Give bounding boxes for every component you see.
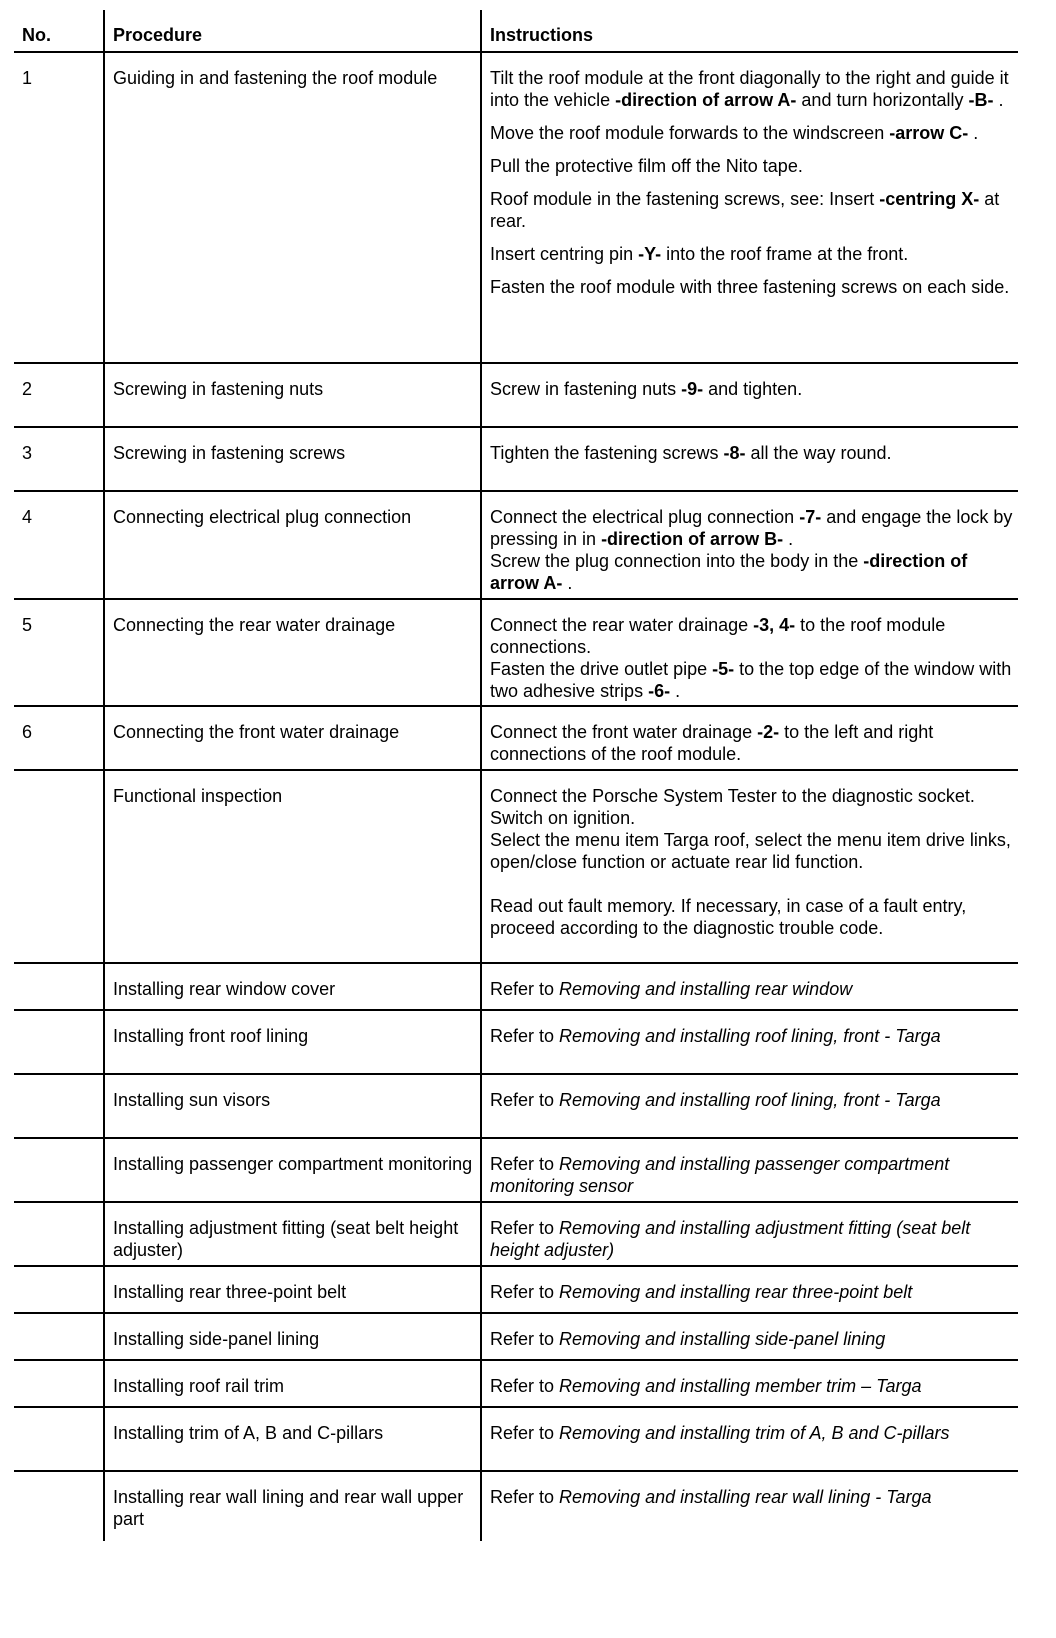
- instruction-text: [481, 706, 1018, 770]
- refer-label: Refer to: [490, 1423, 555, 1443]
- table-row: [14, 1471, 1018, 1541]
- instruction-text: [481, 1313, 1018, 1360]
- procedure-text: Screwing in fastening nuts: [104, 363, 481, 427]
- text-segment: Screw in fastening nuts: [490, 379, 682, 399]
- instruction-text: [481, 1266, 1018, 1313]
- procedure-text: Connecting electrical plug connection: [104, 491, 481, 599]
- step-number: [14, 1360, 104, 1407]
- instruction-text: [481, 491, 1018, 599]
- header-instructions: Instructions: [481, 10, 1018, 52]
- step-number: [14, 963, 104, 1010]
- procedure-text: Installing roof rail trim: [104, 1360, 481, 1407]
- instruction-paragraph: [490, 276, 1018, 298]
- instruction-text: [481, 1074, 1018, 1138]
- instruction-paragraph: [490, 895, 1018, 939]
- text-segment: Connect the electrical plug connection: [490, 507, 800, 527]
- step-number: [14, 1313, 104, 1360]
- refer-line: [490, 1486, 1018, 1508]
- instruction-text: [481, 427, 1018, 491]
- text-segment: .: [968, 123, 979, 143]
- bold-reference: -direction of arrow B-: [601, 529, 784, 549]
- refer-line: [490, 1375, 1018, 1397]
- instruction-paragraph: [490, 122, 1018, 144]
- table-row: [14, 491, 1018, 599]
- reference-link[interactable]: Removing and installing roof lining, front - Targa: [559, 1090, 941, 1110]
- instruction-text: [481, 1360, 1018, 1407]
- instruction-text: [481, 599, 1018, 706]
- instruction-paragraph: [490, 67, 1018, 111]
- procedure-text: Connecting the front water drainage: [104, 706, 481, 770]
- step-number: 5: [22, 615, 33, 635]
- reference-link[interactable]: Removing and installing passenger compartment monitoring sensor: [490, 1154, 950, 1196]
- text-segment: Fasten the drive outlet pipe: [490, 659, 713, 679]
- text-segment: Select the menu item Targa roof, select the menu item drive links, open/close function or actuate rear lid function.: [490, 830, 1011, 872]
- text-segment: all the way round.: [745, 443, 892, 463]
- text-segment: Insert centring pin: [490, 244, 639, 264]
- text-segment: Connect the rear water drainage: [490, 615, 754, 635]
- refer-line: [490, 1328, 1018, 1350]
- step-number: [14, 1471, 104, 1541]
- text-segment: Screw the plug connection into the body in the: [490, 551, 864, 571]
- table-row: [14, 1266, 1018, 1313]
- instruction-text: [481, 1471, 1018, 1541]
- refer-label: Refer to: [490, 1154, 555, 1174]
- text-segment: Read out fault memory. If necessary, in case of a fault entry, proceed according to the diagnostic trouble code.: [490, 896, 967, 938]
- instruction-paragraph: [490, 506, 1018, 550]
- instruction-paragraph: [490, 658, 1018, 702]
- table-row: [14, 1407, 1018, 1471]
- text-segment: .: [670, 681, 681, 701]
- refer-label: Refer to: [490, 1218, 555, 1238]
- bold-reference: -7-: [799, 507, 822, 527]
- text-segment: and turn horizontally: [796, 90, 969, 110]
- instruction-text: [481, 1202, 1018, 1266]
- text-segment: Connect the front water drainage: [490, 722, 758, 742]
- instruction-paragraph: [490, 550, 1018, 594]
- refer-label: Refer to: [490, 979, 555, 999]
- header-no: No.: [22, 25, 51, 45]
- refer-line: [490, 1025, 1018, 1047]
- text-segment: Tighten the fastening screws: [490, 443, 724, 463]
- text-segment: .: [783, 529, 794, 549]
- instruction-paragraph: [490, 829, 1018, 873]
- table-row: [14, 1138, 1018, 1202]
- table-row: [14, 706, 1018, 770]
- table-row: [14, 52, 1018, 363]
- instruction-text: [481, 963, 1018, 1010]
- header-procedure: Procedure: [104, 10, 481, 52]
- text-segment: Connect the Porsche System Tester to the diagnostic socket. Switch on ignition.: [490, 786, 975, 828]
- table-row: [14, 1313, 1018, 1360]
- instruction-text: [481, 1010, 1018, 1074]
- bold-reference: -Y-: [638, 244, 662, 264]
- refer-label: Refer to: [490, 1282, 555, 1302]
- text-segment: Pull the protective film off the Nito tape.: [490, 156, 803, 176]
- table-row: [14, 599, 1018, 706]
- instruction-paragraph: [490, 378, 1018, 400]
- table-row: [14, 963, 1018, 1010]
- bold-reference: -2-: [757, 722, 780, 742]
- refer-line: [490, 1153, 1018, 1197]
- reference-link[interactable]: Removing and installing adjustment fitting (seat belt height adjuster): [490, 1218, 971, 1260]
- bold-reference: -9-: [681, 379, 704, 399]
- bold-reference: -6-: [648, 681, 671, 701]
- table-header-row: [14, 10, 1018, 52]
- instruction-text: [481, 52, 1018, 363]
- step-number: 1: [22, 68, 33, 88]
- instruction-paragraph: [490, 442, 1018, 464]
- instruction-text: [481, 1138, 1018, 1202]
- reference-link[interactable]: Removing and installing rear three-point belt: [559, 1282, 913, 1302]
- procedure-table: [14, 10, 1018, 1541]
- instruction-paragraph: [490, 243, 1018, 265]
- text-segment: to the left and right connections of the roof module.: [490, 722, 934, 764]
- procedure-text: Installing rear three-point belt: [104, 1266, 481, 1313]
- procedure-text: Screwing in fastening screws: [104, 427, 481, 491]
- reference-link[interactable]: Removing and installing side-panel lining: [559, 1329, 886, 1349]
- step-number: [14, 1407, 104, 1471]
- bold-reference: -direction of arrow A-: [490, 551, 968, 593]
- step-number: 2: [22, 379, 33, 399]
- table-row: [14, 363, 1018, 427]
- text-segment: Move the roof module forwards to the windscreen: [490, 123, 890, 143]
- table-row: [14, 1074, 1018, 1138]
- text-segment: Roof module in the fastening screws, see: Insert: [490, 189, 880, 209]
- text-segment: to the roof module connections.: [490, 615, 946, 657]
- reference-link[interactable]: Removing and installing rear wall lining - Targa: [559, 1487, 932, 1507]
- step-number: 4: [22, 507, 33, 527]
- bold-reference: -B-: [968, 90, 994, 110]
- reference-link[interactable]: Removing and installing roof lining, front - Targa: [559, 1026, 941, 1046]
- table-row: [14, 1010, 1018, 1074]
- procedure-text: Installing rear window cover: [104, 963, 481, 1010]
- step-number: [14, 1266, 104, 1313]
- text-segment: at rear.: [490, 189, 1000, 231]
- text-segment: Fasten the roof module with three fastening screws on each side.: [490, 277, 1010, 297]
- refer-line: [490, 1422, 1018, 1444]
- table-row: [14, 1202, 1018, 1266]
- refer-line: [490, 1217, 1018, 1261]
- procedure-text: Installing rear wall lining and rear wall upper part: [104, 1471, 481, 1541]
- instruction-text: [481, 363, 1018, 427]
- text-segment: to the top edge of the window with two adhesive strips: [490, 659, 1012, 701]
- refer-label: Refer to: [490, 1090, 555, 1110]
- procedure-text: Installing trim of A, B and C-pillars: [104, 1407, 481, 1471]
- reference-link[interactable]: Removing and installing member trim – Targa: [559, 1376, 922, 1396]
- procedure-text: Installing front roof lining: [104, 1010, 481, 1074]
- text-segment: .: [562, 573, 573, 593]
- bold-reference: -8-: [723, 443, 746, 463]
- table-row: [14, 427, 1018, 491]
- bold-reference: -direction of arrow A-: [615, 90, 797, 110]
- instruction-paragraph: [490, 155, 1018, 177]
- refer-label: Refer to: [490, 1026, 555, 1046]
- refer-label: Refer to: [490, 1329, 555, 1349]
- bold-reference: -arrow C-: [889, 123, 969, 143]
- step-number: [14, 1010, 104, 1074]
- procedure-text: Installing side-panel lining: [104, 1313, 481, 1360]
- procedure-document: [14, 10, 1018, 1541]
- step-number: [14, 1074, 104, 1138]
- text-segment: and engage the lock by pressing in in: [490, 507, 1013, 549]
- procedure-text: Installing adjustment fitting (seat belt height adjuster): [104, 1202, 481, 1266]
- instruction-paragraph: [490, 721, 1018, 765]
- refer-line: [490, 1281, 1018, 1303]
- step-number: [14, 770, 104, 963]
- procedure-text: Functional inspection: [104, 770, 481, 963]
- procedure-text: Connecting the rear water drainage: [104, 599, 481, 706]
- step-number: [14, 1138, 104, 1202]
- text-segment: into the roof frame at the front.: [661, 244, 909, 264]
- bold-reference: -centring X-: [879, 189, 980, 209]
- refer-line: [490, 978, 1018, 1000]
- text-segment: .: [993, 90, 1004, 110]
- bold-reference: -3, 4-: [753, 615, 796, 635]
- reference-link[interactable]: Removing and installing trim of A, B and C-pillars: [559, 1423, 950, 1443]
- refer-line: [490, 1089, 1018, 1111]
- instruction-paragraph: [490, 188, 1018, 232]
- procedure-text: Guiding in and fastening the roof module: [104, 52, 481, 363]
- bold-reference: -5-: [712, 659, 735, 679]
- procedure-text: Installing sun visors: [104, 1074, 481, 1138]
- step-number: 6: [22, 722, 33, 742]
- instruction-paragraph: [490, 614, 1018, 658]
- text-segment: Tilt the roof module at the front diagonally to the right and guide it into the vehicle: [490, 68, 1009, 110]
- step-number: 3: [22, 443, 33, 463]
- step-number: [14, 1202, 104, 1266]
- table-row: [14, 1360, 1018, 1407]
- refer-label: Refer to: [490, 1487, 555, 1507]
- refer-label: Refer to: [490, 1376, 555, 1396]
- instruction-text: [481, 770, 1018, 963]
- table-row: [14, 770, 1018, 963]
- procedure-text: Installing passenger compartment monitoring: [104, 1138, 481, 1202]
- reference-link[interactable]: Removing and installing rear window: [559, 979, 853, 999]
- text-segment: and tighten.: [703, 379, 803, 399]
- instruction-text: [481, 1407, 1018, 1471]
- instruction-paragraph: [490, 785, 1018, 829]
